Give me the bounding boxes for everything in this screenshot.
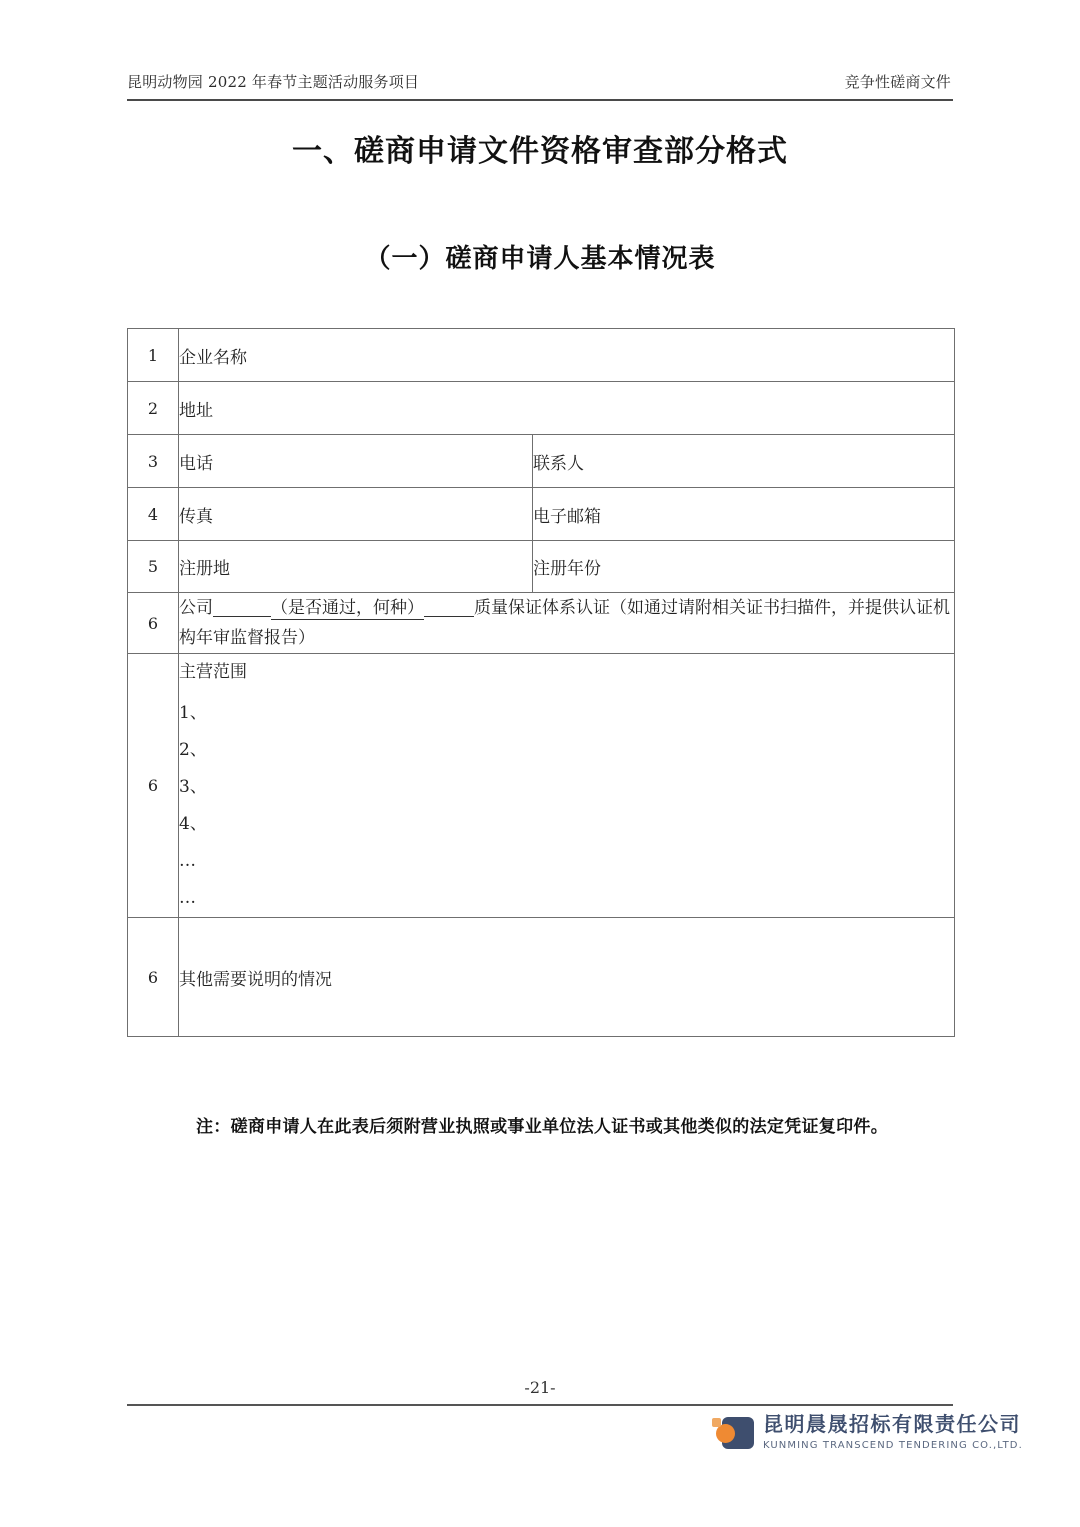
row-number: 3 — [128, 435, 179, 488]
row-number: 5 — [128, 541, 179, 593]
header-document-type: 竞争性磋商文件 — [844, 73, 951, 91]
business-scope-item: … — [179, 888, 196, 908]
field-label-fax: 传真 — [179, 488, 533, 541]
field-label-company-name: 企业名称 — [179, 329, 955, 382]
field-label-contact-person: 联系人 — [533, 435, 955, 488]
table-row — [128, 435, 955, 488]
header-project-title: 昆明动物园 2022 年春节主题活动服务项目 — [127, 73, 420, 91]
logo-company-name-cn: 昆明晨晟招标有限责任公司 — [763, 1412, 1021, 1437]
row-number: 6 — [128, 918, 179, 1037]
logo-text — [763, 1414, 1023, 1452]
row-number: 4 — [128, 488, 179, 541]
business-scope-item: 1、 — [179, 703, 207, 723]
page-number: -21- — [524, 1378, 556, 1397]
table-row — [128, 488, 955, 541]
row-number: 1 — [128, 329, 179, 382]
company-logo — [712, 1414, 1023, 1452]
cert-paren: （是否通过，何种） — [271, 598, 424, 618]
logo-company-name-en: KUNMING TRANSCEND TENDERING CO.,LTD. — [763, 1440, 1023, 1452]
business-scope-item: 4、 — [179, 814, 207, 834]
field-label-address: 地址 — [179, 382, 955, 435]
field-label-phone: 电话 — [179, 435, 533, 488]
cert-blank-2 — [424, 596, 474, 617]
cert-blank-1 — [213, 596, 271, 617]
business-scope-item: 2、 — [179, 740, 207, 760]
page-title: 一、磋商申请文件资格审查部分格式 — [292, 134, 788, 169]
footer-divider — [127, 1404, 953, 1406]
field-label-email: 电子邮箱 — [533, 488, 955, 541]
row-number: 6 — [128, 593, 179, 654]
table-row — [128, 382, 955, 435]
field-label-registration-year: 注册年份 — [533, 541, 955, 593]
row-number: 2 — [128, 382, 179, 435]
field-business-scope — [179, 654, 955, 918]
row-number: 6 — [128, 654, 179, 918]
logo-mark-icon — [712, 1414, 754, 1452]
running-header — [127, 72, 953, 92]
table-row-certification — [128, 593, 955, 654]
field-quality-certification — [179, 593, 955, 654]
header-divider — [127, 99, 953, 101]
page-subtitle: （一）磋商申请人基本情况表 — [364, 244, 716, 274]
cert-prefix: 公司 — [179, 598, 213, 618]
cert-suffix: 质量保证体系认证（如通过请附相关证书扫描件，并提供认证机构年审监督报告） — [179, 598, 950, 648]
business-scope-item: 3、 — [179, 777, 207, 797]
applicant-info-table — [127, 328, 955, 1037]
table-note: 注：磋商申请人在此表后须附营业执照或事业单位法人证书或其他类似的法定凭证复印件。 — [196, 1117, 888, 1137]
business-scope-title: 主营范围 — [179, 662, 247, 682]
business-scope-item: … — [179, 851, 196, 871]
field-label-registration-place: 注册地 — [179, 541, 533, 593]
table-row — [128, 329, 955, 382]
table-row-other — [128, 918, 955, 1037]
field-other-notes: 其他需要说明的情况 — [179, 918, 955, 1037]
table-row-business-scope — [128, 654, 955, 918]
table-row — [128, 541, 955, 593]
